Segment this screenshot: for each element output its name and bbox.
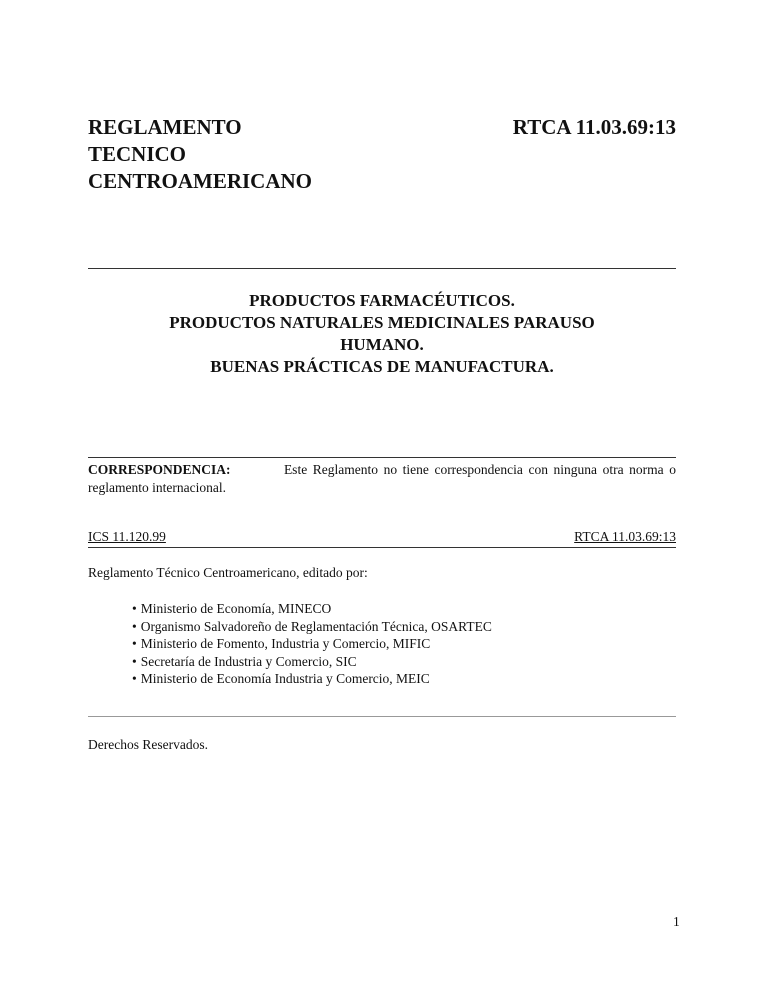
- publishers-list: [132, 600, 492, 688]
- correspondence-label: CORRESPONDENCIA:: [88, 462, 231, 477]
- list-item: • Organismo Salvadoreño de Reglamentación Técnica, OSARTEC: [132, 618, 492, 634]
- classification-row: [88, 528, 676, 548]
- correspondence-text-line1: Este Reglamento no tiene correspondencia con ninguna otra norma o: [283, 462, 676, 477]
- title-line: BUENAS PRÁCTICAS DE MANUFACTURA.: [210, 357, 554, 376]
- header-divider: [88, 268, 676, 269]
- title-line: HUMANO.: [340, 335, 424, 354]
- edited-by-intro: Reglamento Técnico Centroamericano, editado por:: [88, 565, 368, 580]
- bullet-icon: •: [132, 636, 137, 651]
- bullet-icon: •: [132, 601, 137, 616]
- list-item: • Secretaría de Industria y Comercio, SIC: [132, 653, 357, 669]
- heading-line: CENTROAMERICANO: [88, 169, 313, 193]
- heading-line: TECNICO: [88, 142, 187, 166]
- document-page: [88, 0, 680, 994]
- bullet-icon: •: [132, 671, 137, 686]
- rtca-code: RTCA 11.03.69:13: [574, 529, 676, 544]
- list-item: • Ministerio de Economía, MINECO: [132, 601, 332, 616]
- rights-divider: [88, 716, 676, 717]
- correspondence-text-line2: reglamento internacional.: [88, 480, 226, 495]
- rights-notice: Derechos Reservados.: [88, 737, 208, 752]
- document-title: [88, 290, 676, 378]
- bullet-icon: •: [132, 618, 137, 634]
- page-number: 1: [673, 914, 680, 929]
- bullet-icon: •: [132, 653, 137, 669]
- list-item: • Ministerio de Fomento, Industria y Comercio, MIFIC: [132, 636, 431, 651]
- heading-line: REGLAMENTO: [88, 115, 242, 139]
- ics-code: ICS 11.120.99: [88, 529, 166, 544]
- title-line: PRODUCTOS FARMACÉUTICOS.: [249, 291, 515, 310]
- title-divider: [88, 457, 676, 458]
- list-item: • Ministerio de Economía Industria y Comercio, MEIC: [132, 671, 430, 686]
- correspondence-note: [88, 461, 676, 497]
- regulation-code: RTCA 11.03.69:13: [512, 115, 676, 139]
- regulation-type-heading: [88, 114, 312, 195]
- title-line: PRODUCTOS NATURALES MEDICINALES PARAUSO: [169, 313, 595, 332]
